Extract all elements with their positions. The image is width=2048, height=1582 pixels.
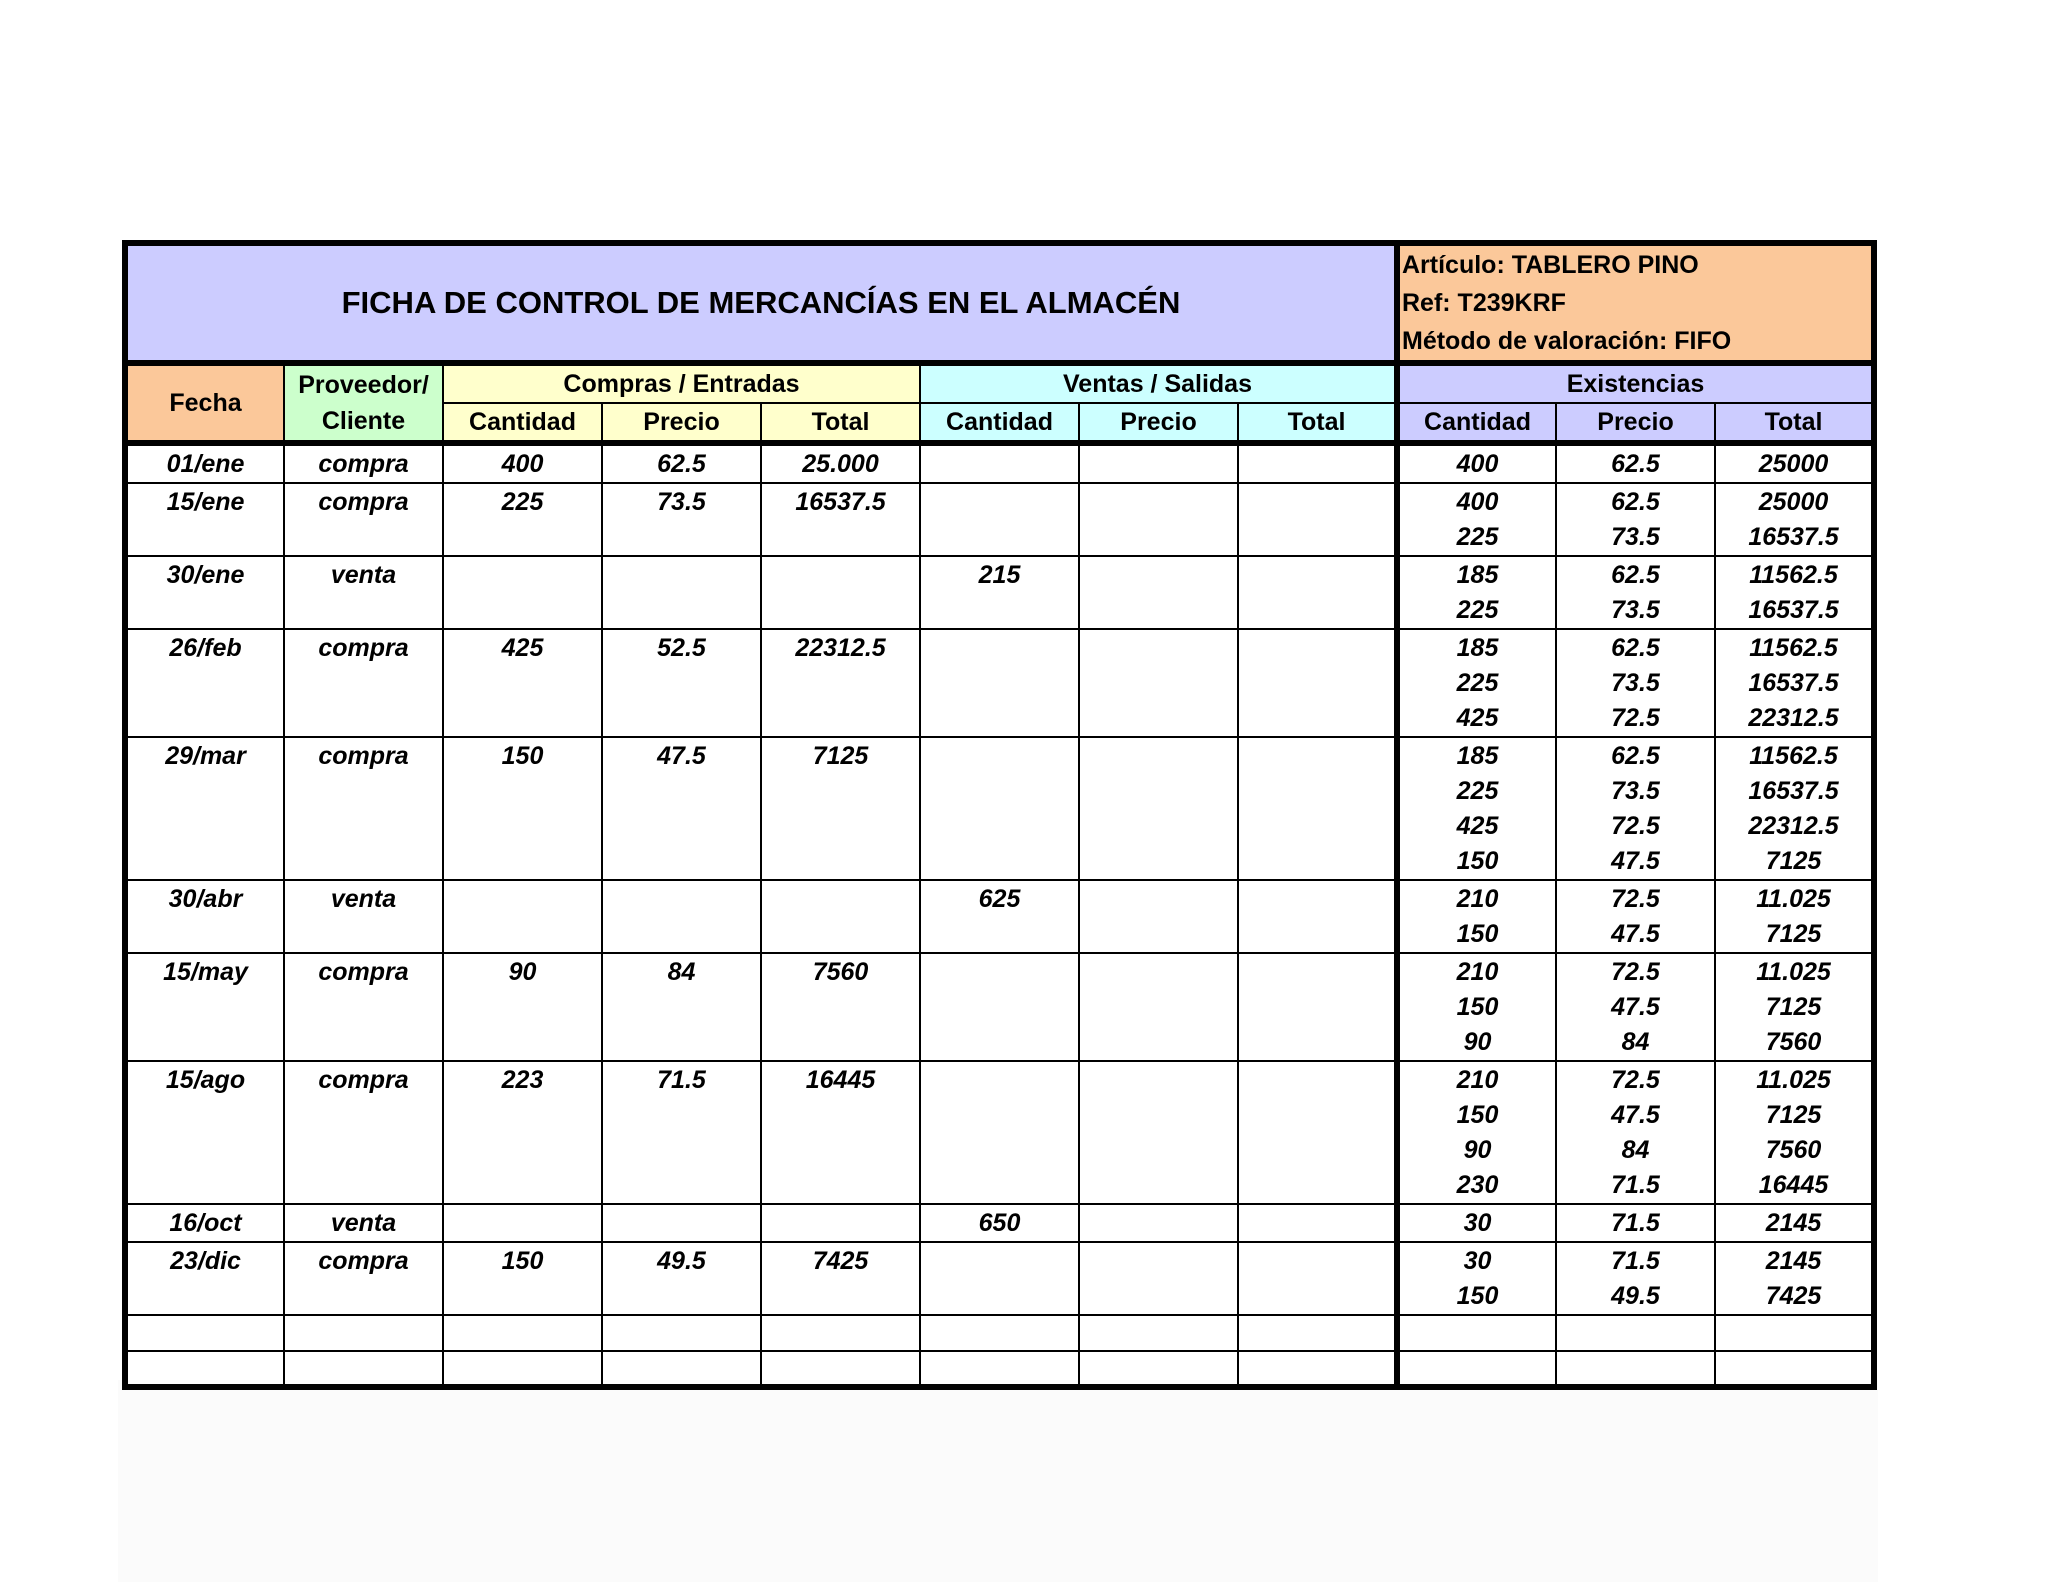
cell-compras-cantidad: 150 [443, 1242, 602, 1315]
cell-ventas-cantidad [920, 1242, 1079, 1315]
empty-cell [602, 1315, 761, 1351]
existencias-lot-value: 72.5 [1611, 958, 1660, 986]
cell-ventas-precio [1079, 1242, 1238, 1315]
cell-ventas-precio [1079, 737, 1238, 880]
empty-cell [1556, 1351, 1715, 1387]
page-shade [118, 1380, 1878, 1582]
cell-compras-cantidad: 400 [443, 443, 602, 483]
empty-cell [1715, 1315, 1874, 1351]
cell-ventas-precio [1079, 1204, 1238, 1242]
existencias-lot-value: 400 [1456, 450, 1499, 478]
cell-existencias-cantidad [1397, 443, 1556, 483]
cell-existencias-cantidad [1397, 483, 1556, 556]
empty-cell [443, 1315, 602, 1351]
cell-existencias-total [1715, 953, 1874, 1061]
table-row [125, 953, 1874, 1061]
existencias-lot-value: 62.5 [1611, 742, 1660, 770]
empty-cell [1397, 1315, 1556, 1351]
existencias-lot-value: 11.025 [1756, 885, 1831, 913]
empty-cell [284, 1315, 443, 1351]
cell-existencias-precio [1556, 737, 1715, 880]
cell-fecha: 15/may [125, 953, 284, 1061]
cell-existencias-total [1715, 1204, 1874, 1242]
existencias-lot-value: 73.5 [1611, 777, 1660, 805]
table-row [125, 1242, 1874, 1315]
cell-fecha: 29/mar [125, 737, 284, 880]
cell-compras-cantidad: 90 [443, 953, 602, 1061]
cell-ventas-cantidad [920, 737, 1079, 880]
cell-fecha: 30/abr [125, 880, 284, 953]
cell-tipo: compra [284, 629, 443, 737]
cell-existencias-cantidad [1397, 1242, 1556, 1315]
cell-tipo: venta [284, 1204, 443, 1242]
header-proveedor: Proveedor/ [298, 371, 429, 399]
cell-compras-precio: 73.5 [602, 483, 761, 556]
cell-compras-total: 16445 [761, 1061, 920, 1204]
existencias-lot-value: 84 [1621, 1136, 1650, 1164]
header-existencias-cantidad: Cantidad [1397, 403, 1556, 443]
empty-row [125, 1351, 1874, 1387]
cell-tipo: compra [284, 737, 443, 880]
cell-ventas-cantidad [920, 953, 1079, 1061]
existencias-lot-value: 49.5 [1611, 1282, 1660, 1310]
cell-existencias-precio [1556, 1204, 1715, 1242]
existencias-lot-value: 425 [1456, 812, 1499, 840]
cell-tipo: compra [284, 443, 443, 483]
cell-ventas-precio [1079, 629, 1238, 737]
existencias-lot-value: 11.025 [1756, 958, 1831, 986]
existencias-lot-value: 71.5 [1611, 1209, 1660, 1237]
existencias-lot-value: 225 [1456, 596, 1499, 624]
existencias-lot-value: 71.5 [1611, 1247, 1660, 1275]
existencias-lot-value: 25000 [1758, 450, 1829, 478]
cell-tipo: compra [284, 953, 443, 1061]
existencias-lot-value: 90 [1463, 1136, 1492, 1164]
existencias-lot-value: 22312.5 [1748, 812, 1839, 840]
cell-existencias-cantidad [1397, 556, 1556, 629]
cell-compras-cantidad [443, 1204, 602, 1242]
empty-cell [125, 1315, 284, 1351]
existencias-lot-value: 11.025 [1756, 1066, 1831, 1094]
cell-fecha: 15/ene [125, 483, 284, 556]
cell-existencias-total [1715, 880, 1874, 953]
cell-existencias-cantidad [1397, 1061, 1556, 1204]
empty-row [125, 1315, 1874, 1351]
existencias-lot-value: 7125 [1765, 847, 1822, 875]
cell-tipo: venta [284, 880, 443, 953]
cell-compras-total: 7560 [761, 953, 920, 1061]
cell-fecha: 01/ene [125, 443, 284, 483]
existencias-lot-value: 84 [1621, 1028, 1650, 1056]
empty-cell [761, 1351, 920, 1387]
article-info [1397, 243, 1874, 363]
cell-ventas-precio [1079, 443, 1238, 483]
cell-existencias-precio [1556, 556, 1715, 629]
header-existencias-total: Total [1715, 403, 1874, 443]
cell-compras-precio: 47.5 [602, 737, 761, 880]
cell-existencias-total [1715, 1061, 1874, 1204]
cell-ventas-precio [1079, 1061, 1238, 1204]
cell-ventas-total [1238, 880, 1397, 953]
existencias-lot-value: 7125 [1765, 920, 1822, 948]
existencias-lot-value: 230 [1456, 1171, 1499, 1199]
cell-ventas-cantidad: 215 [920, 556, 1079, 629]
existencias-lot-value: 16537.5 [1748, 596, 1839, 624]
article-name: Artículo: TABLERO PINO [1402, 251, 1699, 279]
cell-existencias-total [1715, 443, 1874, 483]
cell-existencias-precio [1556, 443, 1715, 483]
article-ref: Ref: T239KRF [1402, 289, 1566, 317]
cell-compras-precio: 71.5 [602, 1061, 761, 1204]
existencias-lot-value: 425 [1456, 704, 1499, 732]
cell-ventas-total [1238, 1204, 1397, 1242]
existencias-lot-value: 90 [1463, 1028, 1492, 1056]
header-ventas-total: Total [1238, 403, 1397, 443]
cell-ventas-total [1238, 483, 1397, 556]
cell-compras-cantidad [443, 556, 602, 629]
existencias-lot-value: 73.5 [1611, 596, 1660, 624]
cell-compras-total: 25.000 [761, 443, 920, 483]
table-row [125, 1204, 1874, 1242]
table-row [125, 737, 1874, 880]
cell-fecha: 16/oct [125, 1204, 284, 1242]
header-compras-precio: Precio [602, 403, 761, 443]
header-compras: Compras / Entradas [443, 363, 920, 403]
cell-ventas-total [1238, 556, 1397, 629]
cell-ventas-precio [1079, 483, 1238, 556]
existencias-lot-value: 30 [1463, 1247, 1492, 1275]
existencias-lot-value: 11562.5 [1749, 561, 1838, 589]
empty-cell [602, 1351, 761, 1387]
cell-existencias-cantidad [1397, 1204, 1556, 1242]
cell-tipo: compra [284, 1242, 443, 1315]
table-row [125, 629, 1874, 737]
existencias-lot-value: 11562.5 [1749, 634, 1838, 662]
cell-ventas-total [1238, 1061, 1397, 1204]
existencias-lot-value: 62.5 [1611, 488, 1660, 516]
cell-ventas-precio [1079, 880, 1238, 953]
existencias-lot-value: 2145 [1765, 1209, 1822, 1237]
table-row [125, 483, 1874, 556]
existencias-lot-value: 47.5 [1611, 993, 1660, 1021]
cell-compras-total [761, 556, 920, 629]
cell-compras-precio [602, 1204, 761, 1242]
existencias-lot-value: 71.5 [1611, 1171, 1660, 1199]
existencias-lot-value: 47.5 [1611, 1101, 1660, 1129]
header-compras-total: Total [761, 403, 920, 443]
existencias-lot-value: 73.5 [1611, 669, 1660, 697]
header-fecha: Fecha [125, 363, 284, 443]
cell-tipo: venta [284, 556, 443, 629]
header-compras-cantidad: Cantidad [443, 403, 602, 443]
header-ventas-precio: Precio [1079, 403, 1238, 443]
table-row [125, 880, 1874, 953]
existencias-lot-value: 150 [1456, 1101, 1499, 1129]
existencias-lot-value: 62.5 [1611, 634, 1660, 662]
cell-ventas-precio [1079, 556, 1238, 629]
empty-cell [1715, 1351, 1874, 1387]
cell-compras-total [761, 1204, 920, 1242]
cell-compras-precio: 62.5 [602, 443, 761, 483]
cell-compras-total: 16537.5 [761, 483, 920, 556]
cell-existencias-precio [1556, 1242, 1715, 1315]
table-row [125, 443, 1874, 483]
cell-compras-cantidad: 225 [443, 483, 602, 556]
existencias-lot-value: 47.5 [1611, 847, 1660, 875]
cell-compras-cantidad: 150 [443, 737, 602, 880]
existencias-lot-value: 16537.5 [1748, 777, 1839, 805]
cell-existencias-precio [1556, 953, 1715, 1061]
cell-compras-precio [602, 880, 761, 953]
cell-compras-total: 7425 [761, 1242, 920, 1315]
table-row [125, 1061, 1874, 1204]
cell-compras-total [761, 880, 920, 953]
cell-ventas-total [1238, 1242, 1397, 1315]
cell-ventas-cantidad [920, 483, 1079, 556]
empty-cell [920, 1351, 1079, 1387]
existencias-lot-value: 7125 [1765, 1101, 1822, 1129]
existencias-lot-value: 16445 [1758, 1171, 1829, 1199]
cell-compras-cantidad: 425 [443, 629, 602, 737]
existencias-lot-value: 72.5 [1611, 885, 1660, 913]
cell-compras-total: 22312.5 [761, 629, 920, 737]
cell-compras-precio [602, 556, 761, 629]
cell-existencias-cantidad [1397, 737, 1556, 880]
cell-existencias-precio [1556, 629, 1715, 737]
empty-cell [1238, 1351, 1397, 1387]
existencias-lot-value: 7425 [1765, 1282, 1822, 1310]
cell-existencias-total [1715, 1242, 1874, 1315]
cell-compras-precio: 49.5 [602, 1242, 761, 1315]
cell-ventas-total [1238, 443, 1397, 483]
header-cliente: Cliente [321, 407, 406, 435]
existencias-lot-value: 150 [1456, 1282, 1499, 1310]
cell-existencias-total [1715, 629, 1874, 737]
existencias-lot-value: 210 [1456, 1066, 1499, 1094]
cell-ventas-cantidad [920, 1061, 1079, 1204]
cell-fecha: 15/ago [125, 1061, 284, 1204]
existencias-lot-value: 73.5 [1611, 523, 1660, 551]
existencias-lot-value: 2145 [1765, 1247, 1822, 1275]
cell-existencias-total [1715, 483, 1874, 556]
cell-existencias-precio [1556, 1061, 1715, 1204]
existencias-lot-value: 16537.5 [1748, 669, 1839, 697]
existencias-lot-value: 225 [1456, 669, 1499, 697]
cell-compras-precio: 52.5 [602, 629, 761, 737]
empty-cell [1397, 1351, 1556, 1387]
cell-ventas-cantidad: 650 [920, 1204, 1079, 1242]
empty-cell [125, 1351, 284, 1387]
header-existencias: Existencias [1397, 363, 1874, 403]
existencias-lot-value: 185 [1456, 742, 1499, 770]
cell-ventas-total [1238, 737, 1397, 880]
existencias-lot-value: 7560 [1765, 1136, 1822, 1164]
cell-compras-total: 7125 [761, 737, 920, 880]
cell-ventas-precio [1079, 953, 1238, 1061]
cell-ventas-total [1238, 953, 1397, 1061]
empty-cell [761, 1315, 920, 1351]
cell-compras-cantidad [443, 880, 602, 953]
existencias-lot-value: 150 [1456, 993, 1499, 1021]
cell-ventas-total [1238, 629, 1397, 737]
header-ventas: Ventas / Salidas [920, 363, 1397, 403]
existencias-lot-value: 7560 [1765, 1028, 1822, 1056]
cell-existencias-cantidad [1397, 880, 1556, 953]
existencias-lot-value: 210 [1456, 958, 1499, 986]
cell-compras-cantidad: 223 [443, 1061, 602, 1204]
existencias-lot-value: 225 [1456, 523, 1499, 551]
empty-cell [1079, 1315, 1238, 1351]
existencias-lot-value: 185 [1456, 634, 1499, 662]
cell-existencias-cantidad [1397, 953, 1556, 1061]
header-existencias-precio: Precio [1556, 403, 1715, 443]
existencias-lot-value: 16537.5 [1748, 523, 1839, 551]
existencias-lot-value: 22312.5 [1748, 704, 1839, 732]
cell-existencias-total [1715, 737, 1874, 880]
empty-cell [1238, 1315, 1397, 1351]
existencias-lot-value: 225 [1456, 777, 1499, 805]
existencias-lot-value: 185 [1456, 561, 1499, 589]
table-row [125, 556, 1874, 629]
cell-existencias-precio [1556, 880, 1715, 953]
existencias-lot-value: 47.5 [1611, 920, 1660, 948]
existencias-lot-value: 72.5 [1611, 1066, 1660, 1094]
header-proveedor-cliente [284, 363, 443, 443]
cell-compras-precio: 84 [602, 953, 761, 1061]
cell-ventas-cantidad [920, 443, 1079, 483]
existencias-lot-value: 72.5 [1611, 704, 1660, 732]
cell-tipo: compra [284, 483, 443, 556]
existencias-lot-value: 400 [1456, 488, 1499, 516]
existencias-lot-value: 62.5 [1611, 561, 1660, 589]
inventory-control-sheet [122, 240, 1877, 1390]
existencias-lot-value: 11562.5 [1749, 742, 1838, 770]
existencias-lot-value: 150 [1456, 920, 1499, 948]
cell-existencias-total [1715, 556, 1874, 629]
empty-cell [1556, 1315, 1715, 1351]
cell-ventas-cantidad: 625 [920, 880, 1079, 953]
cell-existencias-precio [1556, 483, 1715, 556]
existencias-lot-value: 72.5 [1611, 812, 1660, 840]
valuation-method: Método de valoración: FIFO [1402, 327, 1732, 355]
empty-cell [284, 1351, 443, 1387]
cell-fecha: 23/dic [125, 1242, 284, 1315]
sheet-title: FICHA DE CONTROL DE MERCANCÍAS EN EL ALMACÉN [125, 243, 1397, 363]
existencias-lot-value: 62.5 [1611, 450, 1660, 478]
cell-fecha: 30/ene [125, 556, 284, 629]
cell-fecha: 26/feb [125, 629, 284, 737]
existencias-lot-value: 30 [1463, 1209, 1492, 1237]
existencias-lot-value: 25000 [1758, 488, 1829, 516]
existencias-lot-value: 7125 [1765, 993, 1822, 1021]
existencias-lot-value: 150 [1456, 847, 1499, 875]
cell-ventas-cantidad [920, 629, 1079, 737]
empty-cell [920, 1315, 1079, 1351]
cell-tipo: compra [284, 1061, 443, 1204]
cell-existencias-cantidad [1397, 629, 1556, 737]
header-ventas-cantidad: Cantidad [920, 403, 1079, 443]
existencias-lot-value: 210 [1456, 885, 1499, 913]
empty-cell [1079, 1351, 1238, 1387]
empty-cell [443, 1351, 602, 1387]
